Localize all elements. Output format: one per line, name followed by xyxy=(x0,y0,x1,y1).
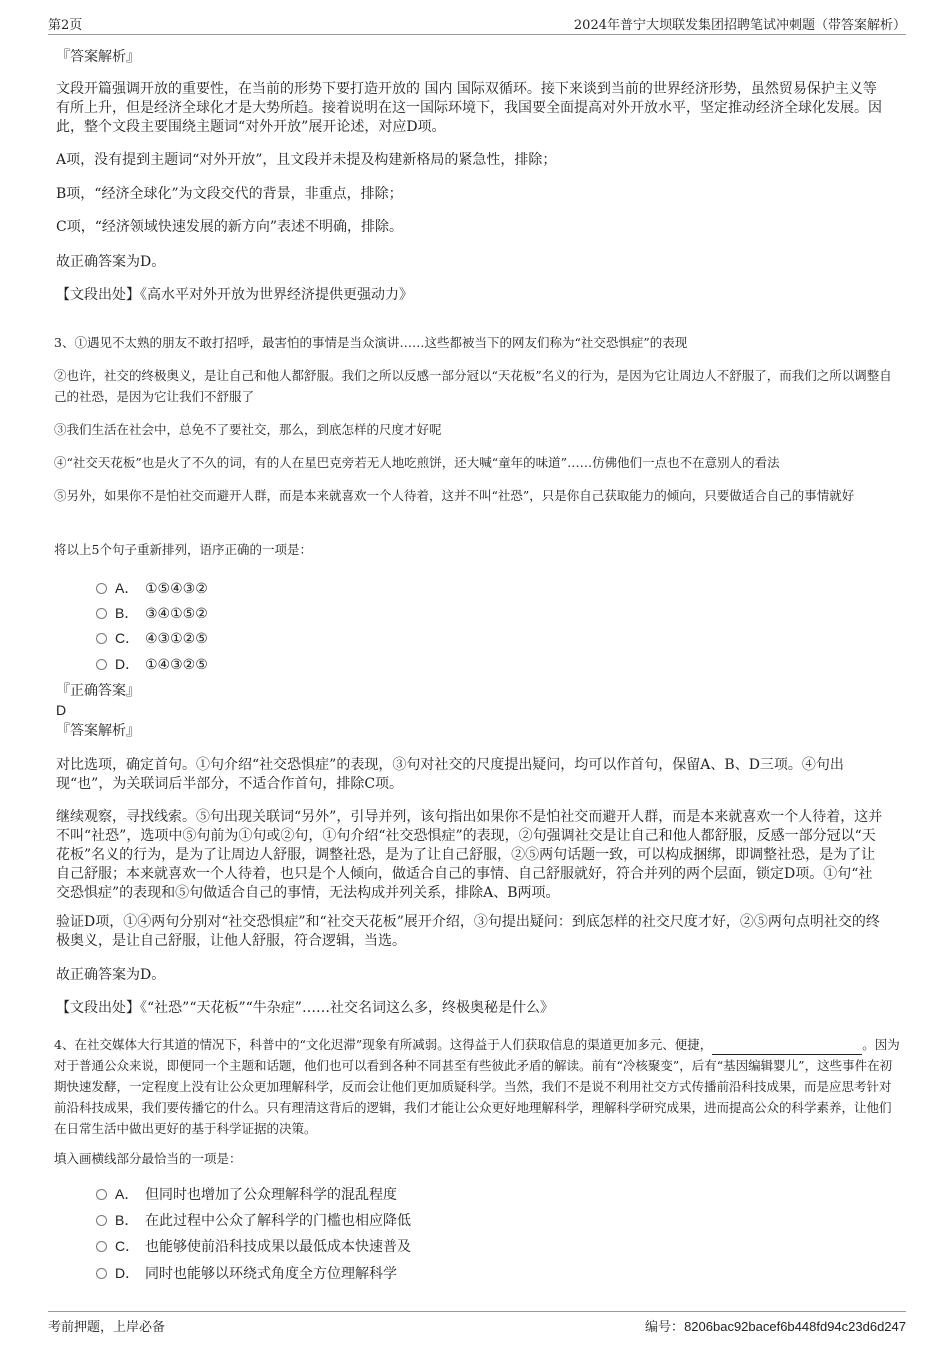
q4-option-a[interactable]: A． 但同时也增加了公众理解科学的混乱程度 xyxy=(96,1184,397,1204)
q2-analysis-label: 『答案解析』 xyxy=(56,49,140,65)
q3-analysis-label: 『答案解析』 xyxy=(56,723,140,739)
q3-sentence-1: 3、①遇见不太熟的朋友不敢打招呼，最害怕的事情是当众演讲……这些都被当下的网友们称为“社交恐惧症”的表现 xyxy=(54,335,688,350)
q3-conclusion: 故正确答案为D。 xyxy=(56,967,166,983)
q3-sentence-5: ⑤另外，如果你不是怕社交而避开人群，而是本来就喜欢一个人待着，这并不叫“社恐”，只是你自己获取能力的倾向，只要做适合自己的事情就好 xyxy=(54,488,855,503)
q3-option-a[interactable]: A． ①⑤④③② xyxy=(96,578,208,598)
q2-analysis-option-c: C项，“经济领域快速发展的新方向”表述不明确，排除。 xyxy=(56,219,404,235)
q3-analysis-para2: 继续观察，寻找线索。⑤句出现关联词“另外”，引导并列，该句指出如果你不是怕社交而避开人群，而是本来就喜欢一个人待着，这并不叫“社恐”，选项中⑤句前为①句或②句，①句介绍“社交恐惧症”的表现，②句强调社交是让自己和他人都舒服，反感一部分冠以“天花板”名义的行为，是为了让周边人舒服，调整社恐，是为了让自己舒服，②⑤两句话题一致，可以构成捆绑，即调整社恐，是为了让自己舒服；本来就喜欢一个人待着，也只是个人倾向，做适合自己的事情、自己舒服就好，符合并列的两个层面，锁定D项。①句“社交恐惧症”的表现和⑤句做适合自己的事情，无法构成并列关系，排除A、B两项。 xyxy=(56,809,883,901)
q2-analysis-option-b: B项，“经济全球化”为文段交代的背景，非重点，排除； xyxy=(56,186,403,202)
radio-icon[interactable] xyxy=(96,1215,107,1226)
q4-option-c[interactable]: C． 也能够使前沿科技成果以最低成本快速普及 xyxy=(96,1236,411,1256)
q2-analysis-option-a: A项，没有提到主题词“对外开放”，且文段并未提及构建新格局的紧急性，排除； xyxy=(56,152,557,168)
q3-correct-value: D xyxy=(56,702,67,718)
page-header xyxy=(48,12,906,35)
radio-icon[interactable] xyxy=(96,1189,107,1200)
q2-source: 【文段出处】《高水平对外开放为世界经济提供更强动力》 xyxy=(56,287,413,303)
q3-option-b[interactable]: B． ③④①⑤② xyxy=(96,603,208,623)
q3-source: 【文段出处】《“社恐”“天花板”“牛杂症”……社交名词这么多，终极奥秘是什么》 xyxy=(56,1000,554,1016)
document-code: 编号：8206bac92bacef6b448fd94c23d6d247 xyxy=(645,1319,906,1335)
q3-sentence-3: ③我们生活在社会中，总免不了要社交，那么，到底怎样的尺度才好呢 xyxy=(54,422,442,437)
radio-icon[interactable] xyxy=(96,583,107,594)
q4-prompt: 填入画横线部分最恰当的一项是： xyxy=(54,1151,242,1166)
q3-option-c[interactable]: C． ④③①②⑤ xyxy=(96,628,208,648)
document-title: 2024年普宁大坝联发集团招聘笔试冲刺题（带答案解析） xyxy=(573,18,906,33)
q4-option-b[interactable]: B． 在此过程中公众了解科学的门槛也相应降低 xyxy=(96,1210,411,1230)
q3-analysis-para1: 对比选项，确定首句。①句介绍“社交恐惧症”的表现，③句对社交的尺度提出疑问，均可以作首句，保留A、B、D三项。④句出现“也”，为关联词后半部分，不适合作首句，排除C项。 xyxy=(56,757,844,792)
q2-conclusion: 故正确答案为D。 xyxy=(56,254,166,270)
page-footer xyxy=(48,1311,906,1336)
fill-in-blank xyxy=(712,1040,862,1055)
q4-stem: 4、在社交媒体大行其道的情况下，科普中的“文化迟滞”现象有所减弱。这得益于人们获取信息的渠道更加多元、便捷， 。因为对于普通公众来说，即便同一个主题和话题，他们也可以看到各种不同甚至有些彼此矛盾的解读。前有“冷核聚变”，后有“基因编辑婴儿”，这些事件在初期快速发酵，一定程度上没有让公众更加理解科学，反而会让他们更加质疑科学。当然，我们不是说不利用社交方式传播前沿科技成果，而是应思考针对前沿科技成果，我们要传播它的什么。只有理清这背后的逻辑，我们才能让公众更好地理解科学，理解科学研究成果，进而提高公众的科学素养，让他们在日常生活中做出更好的基于科学证据的决策。 xyxy=(54,1037,900,1136)
radio-icon[interactable] xyxy=(96,1241,107,1252)
q3-correct-label: 『正确答案』 xyxy=(56,683,140,699)
footer-slogan: 考前押题，上岸必备 xyxy=(48,1320,166,1335)
page-number: 第2页 xyxy=(48,18,83,33)
radio-icon[interactable] xyxy=(96,1268,107,1279)
radio-icon[interactable] xyxy=(96,633,107,644)
q3-prompt: 将以上5个句子重新排列，语序正确的一项是： xyxy=(54,542,312,557)
q3-option-d[interactable]: D． ①④③②⑤ xyxy=(96,654,208,674)
q2-analysis-para1: 文段开篇强调开放的重要性，在当前的形势下要打造开放的 国内 国际双循环。接下来谈到当前的世界经济形势，虽然贸易保护主义等有所上升，但是经济全球化才是大势所趋。接着说明在这一国际环境下，我国要全面提高对外开放水平，坚定推动经济全球化发展。因此，整个文段主要围绕主题词“对外开放”展开论述，对应D项。 xyxy=(56,81,882,135)
q3-analysis-para3: 验证D项，①④两句分别对“社交恐惧症”和“社交天花板”展开介绍，③句提出疑问：到底怎样的社交尺度才好，②⑤两句点明社交的终极奥义，是让自己舒服，让他人舒服，符合逻辑，当选。 xyxy=(56,914,880,949)
q4-option-d[interactable]: D． 同时也能够以环绕式角度全方位理解科学 xyxy=(96,1263,397,1283)
radio-icon[interactable] xyxy=(96,659,107,670)
q3-sentence-4: ④“社交天花板”也是火了不久的词，有的人在星巴克旁若无人地吃煎饼，还大喊“童年的味道”……仿佛他们一点也不在意别人的看法 xyxy=(54,455,780,470)
q3-sentence-2: ②也许，社交的终极奥义，是让自己和他人都舒服。我们之所以反感一部分冠以“天花板”名义的行为，是因为它让周边人不舒服了，而我们之所以调整自己的社恐，是因为它让我们不舒服了 xyxy=(54,368,892,404)
radio-icon[interactable] xyxy=(96,608,107,619)
